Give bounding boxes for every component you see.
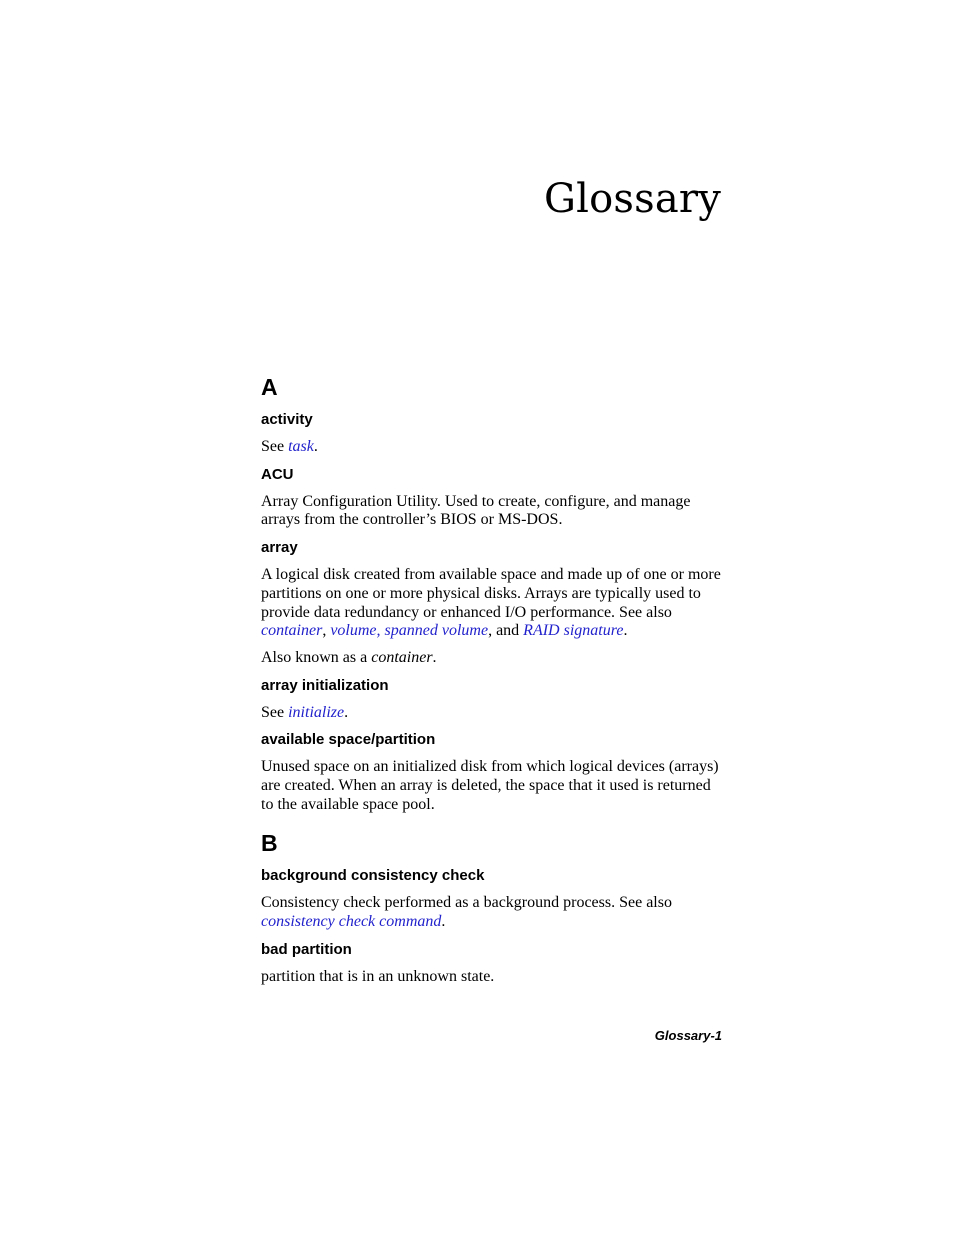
definition-acu: Array Configuration Utility. Used to create, configure, and manage arrays from the controller’s BIOS or MS-DOS. — [261, 492, 691, 529]
def-text: . — [313, 438, 318, 455]
page-footer: Glossary-1 — [654, 1028, 722, 1043]
section-letter-a: A — [261, 374, 278, 400]
page-title: Glossary — [543, 176, 721, 222]
definition-array — [261, 558, 723, 641]
term-available-space-partition: available space/partition — [261, 731, 436, 749]
definition-array-initialization — [261, 696, 723, 723]
section-letter-b: B — [261, 830, 278, 857]
definition-activity — [261, 430, 723, 457]
link-task[interactable]: task — [288, 438, 314, 455]
link-initialize[interactable]: initialize — [288, 703, 345, 721]
definition-array-also — [261, 641, 723, 668]
def-text: , — [322, 622, 331, 640]
term-activity: activity — [261, 411, 313, 428]
def-text: A logical disk created from available space and made up of one or more partitions on one or more physical disks. Arrays are typically used to provide data redundancy or enhanced I/O performance. See also — [261, 566, 721, 621]
link-consistency-check-command[interactable]: consistency check command — [261, 913, 442, 931]
definition-available-space-partition: Unused space on an initialized disk from which logical devices (arrays) are created. When an array is deleted, the space that it used is returned to the available space pool. — [261, 758, 719, 813]
def-text: . — [441, 913, 446, 931]
term-array: array — [261, 539, 298, 557]
definition-bad-partition: partition that is in an unknown state. — [261, 967, 495, 985]
def-text: Also known as a — [261, 648, 372, 666]
def-text: See — [261, 703, 289, 721]
italic-container: container — [371, 648, 433, 666]
link-volume-spanned-volume[interactable]: volume, spanned volume — [330, 622, 489, 640]
glossary-content — [261, 372, 723, 987]
term-acu: ACU — [261, 465, 294, 483]
def-text: See — [261, 438, 289, 455]
term-background-consistency-check: background consistency check — [261, 867, 485, 885]
link-container[interactable]: container — [261, 622, 323, 640]
def-text: . — [432, 648, 437, 666]
link-raid-signature[interactable]: RAID signature — [523, 622, 624, 640]
def-text: . — [344, 703, 349, 721]
def-text: , and — [488, 622, 524, 640]
term-bad-partition: bad partition — [261, 940, 352, 958]
def-text: Consistency check performed as a background process. See also — [261, 894, 672, 912]
term-array-initialization: array initialization — [261, 676, 389, 694]
definition-background-consistency-check — [261, 886, 723, 931]
def-text: . — [623, 622, 628, 640]
